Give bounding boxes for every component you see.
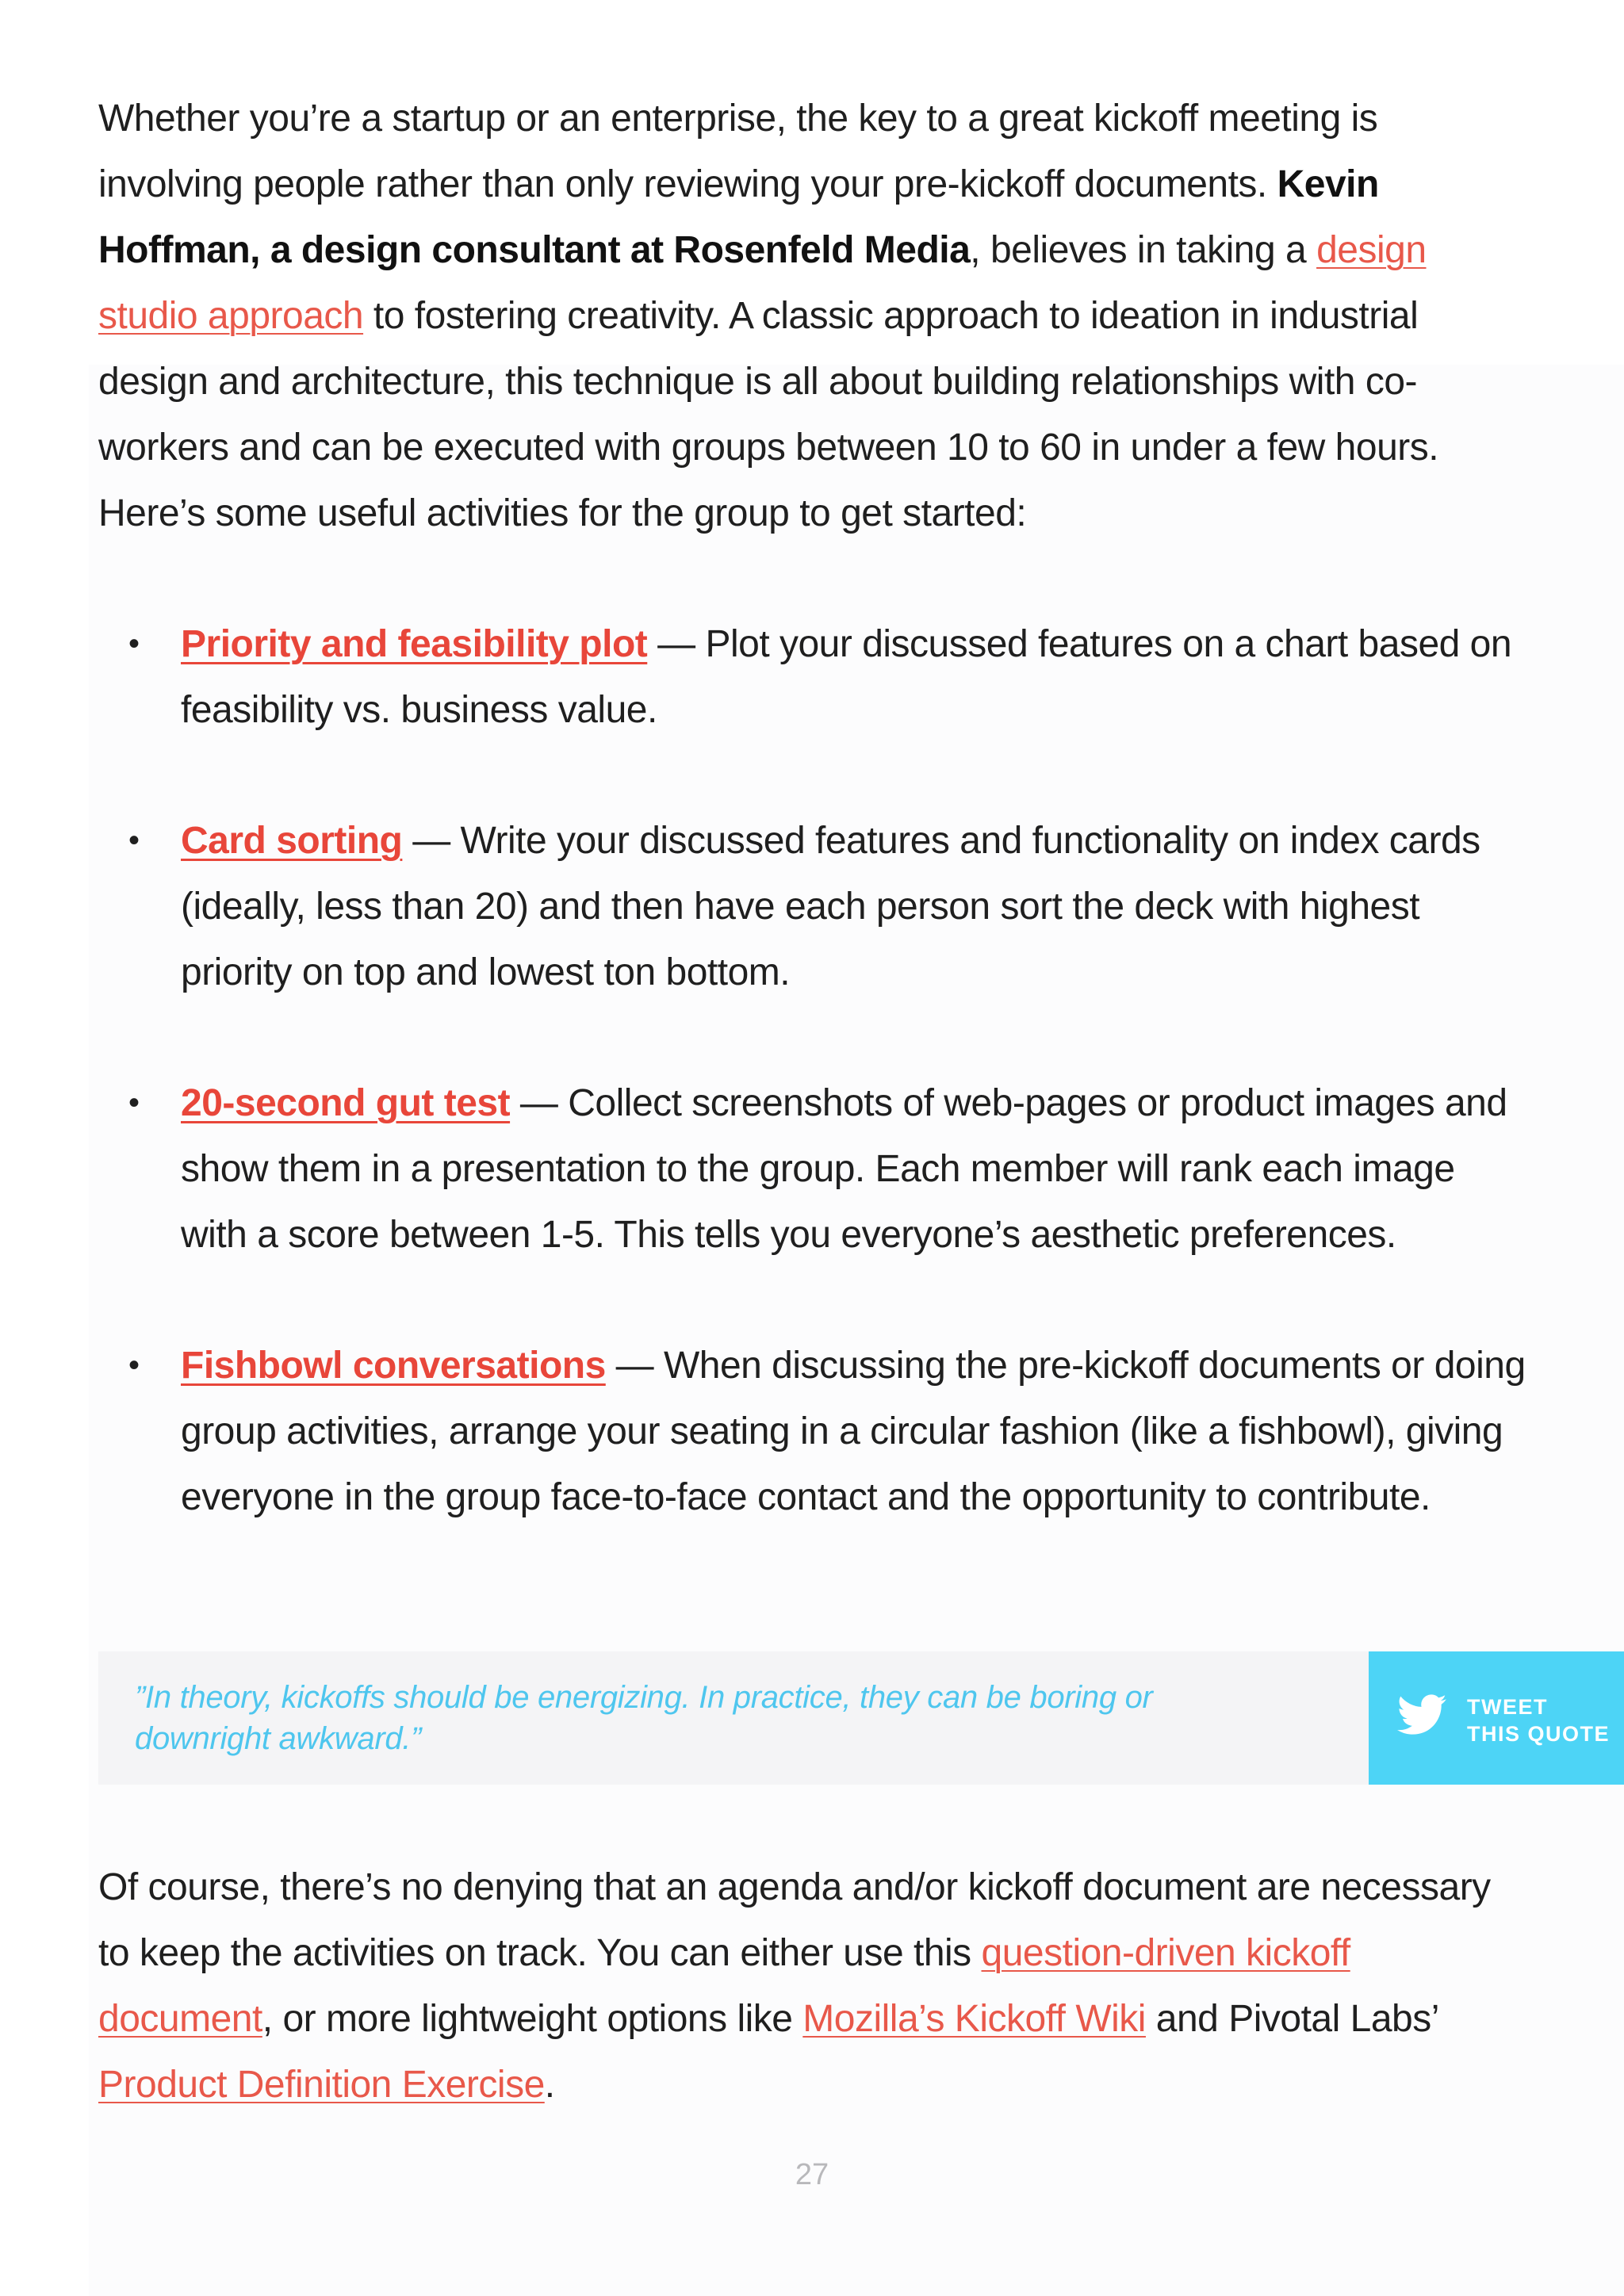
article-body	[98, 86, 1526, 1595]
tweet-button-label	[1467, 1693, 1610, 1747]
tweet-label-line-1: TWEET	[1467, 1695, 1548, 1719]
closing-text-4: .	[544, 2064, 555, 2106]
activity-description: — Collect screenshots of web-pages or product images and show them in a presentation to the group. Each member will rank each image with a score between 1-5. This tells you everyone’s aesthetic preferences.	[181, 1082, 1507, 1256]
intro-text-2: , believes in taking a	[970, 229, 1317, 271]
activity-description: — Plot your discussed features on a chart based on feasibility vs. business value.	[181, 623, 1512, 731]
intro-bold-name: Kevin Hoffman, a design consultant at Rosenfeld Media	[98, 163, 1379, 271]
bullet-icon: •	[128, 1348, 140, 1383]
card-sorting-link[interactable]: Card sorting	[181, 820, 403, 862]
closing-text-2: , or more lightweight options like	[262, 1998, 803, 2040]
closing-text-3: and Pivotal Labs’	[1145, 1998, 1438, 2040]
activity-list	[98, 611, 1526, 1530]
closing-text-1: Of course, there’s no denying that an agenda and/or kickoff document are necessary to keep the activities on track. You can either use this	[98, 1866, 1491, 1974]
bullet-icon: •	[128, 823, 140, 858]
activity-description: — When discussing the pre-kickoff documents or doing group activities, arrange your seating in a circular fashion (like a fishbowl), giving everyone in the group face-to-face contact and the opportunity to contribute.	[181, 1345, 1526, 1518]
activity-description: — Write your discussed features and functionality on index cards (ideally, less than 20) and then have each person sort the deck with highest priority on top and lowest ton bottom.	[181, 820, 1480, 993]
design-studio-approach-link[interactable]: design studio approach	[98, 229, 1427, 337]
tweet-this-quote-button[interactable]	[1369, 1651, 1624, 1785]
twitter-bird-icon	[1397, 1694, 1446, 1735]
closing-paragraph	[98, 1854, 1526, 2118]
mozilla-kickoff-wiki-link[interactable]: Mozilla’s Kickoff Wiki	[802, 1998, 1146, 2040]
bullet-icon: •	[128, 626, 140, 661]
intro-text-1: Whether you’re a startup or an enterprise, the key to a great kickoff meeting is involving people rather than only reviewing your pre-kickoff documents.	[98, 98, 1378, 205]
intro-paragraph	[98, 86, 1526, 546]
pull-quote-box	[98, 1651, 1624, 1785]
priority-feasibility-plot-link[interactable]: Priority and feasibility plot	[181, 623, 648, 665]
list-item	[128, 1070, 1526, 1268]
list-item	[128, 611, 1526, 743]
list-item	[128, 808, 1526, 1005]
intro-text-3: to fostering creativity. A classic approach to ideation in industrial design and architecture, this technique is all about building relationships with co-workers and can be executed with groups between 10 to 60 in under a few hours. Here’s some useful activities for the group to get started:	[98, 295, 1439, 534]
pull-quote-text: ”In theory, kickoffs should be energizing. In practice, they can be boring or downright awkward.”	[135, 1680, 1153, 1756]
gut-test-link[interactable]: 20-second gut test	[181, 1082, 511, 1124]
fishbowl-conversations-link[interactable]: Fishbowl conversations	[181, 1345, 606, 1387]
bullet-icon: •	[128, 1085, 140, 1120]
tweet-label-line-2: THIS QUOTE	[1467, 1722, 1611, 1746]
list-item	[128, 1333, 1526, 1530]
page-number: 27	[795, 2158, 829, 2191]
question-driven-kickoff-link[interactable]: question-driven kickoff document	[98, 1932, 1350, 2040]
product-definition-exercise-link[interactable]: Product Definition Exercise	[98, 2064, 545, 2106]
